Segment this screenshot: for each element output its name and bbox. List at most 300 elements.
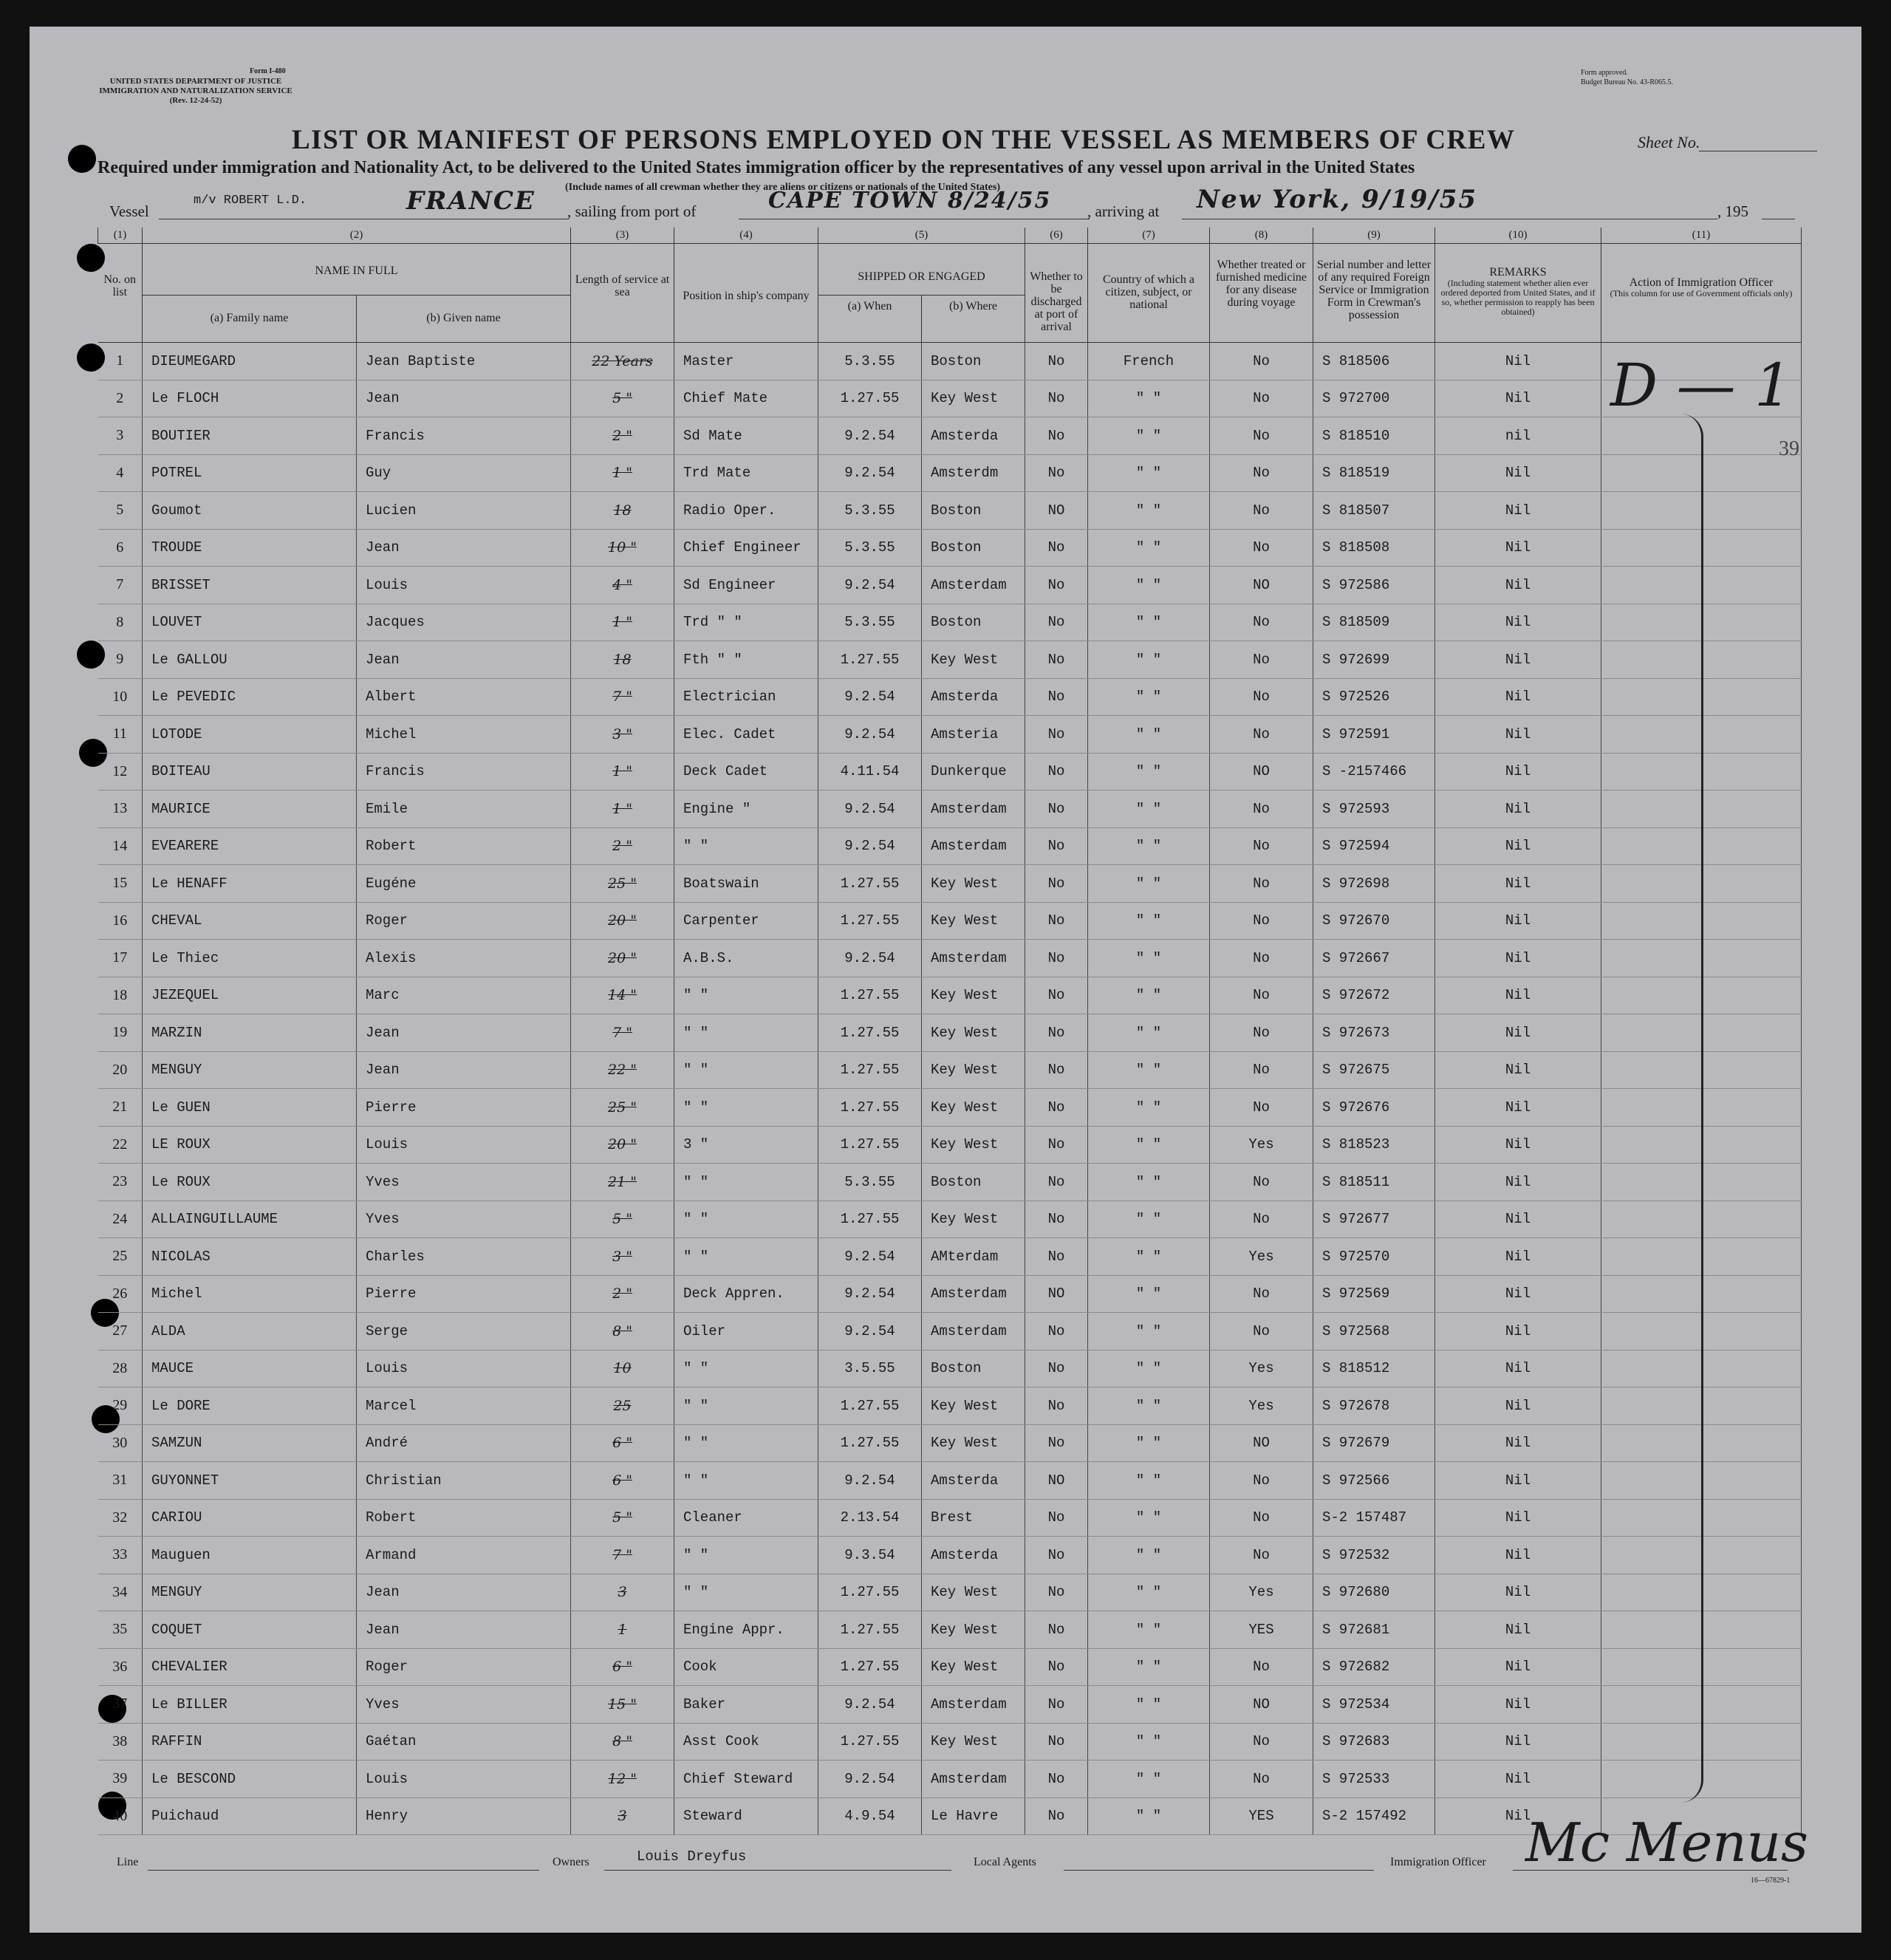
page-title: LIST OR MANIFEST OF PERSONS EMPLOYED ON THE VESSEL AS MEMBERS OF CREW [292, 125, 1516, 155]
given-name-cell: Armand [357, 1537, 571, 1574]
remarks-cell: nil [1435, 417, 1601, 455]
shipped-when-cell: 1.27.55 [818, 1611, 922, 1649]
remarks-cell: Nil [1435, 1238, 1601, 1276]
remarks-cell: Nil [1435, 604, 1601, 641]
discharged-cell: No [1025, 1648, 1088, 1686]
form-number: Form I-480 [250, 67, 286, 75]
country-cell: " " [1088, 604, 1210, 641]
row-number-cell: 30 [98, 1424, 143, 1462]
given-name-cell: Yves [357, 1164, 571, 1201]
family-name-cell: Le FLOCH [143, 380, 357, 417]
discharged-cell: No [1025, 343, 1088, 380]
length-of-service-cell: 4 " [571, 567, 674, 604]
shipped-when-cell: 1.27.55 [818, 1424, 922, 1462]
medicine-cell: No [1210, 343, 1313, 380]
serial-number-cell: S 972569 [1313, 1275, 1435, 1313]
medicine-cell: No [1210, 1462, 1313, 1500]
given-name-cell: Guy [357, 454, 571, 492]
footer-agents-label: Local Agents [974, 1856, 1036, 1868]
shipped-when-cell: 9.2.54 [818, 678, 922, 716]
header-no-on-list: No. on list [98, 244, 143, 343]
discharged-cell: NO [1025, 492, 1088, 530]
shipped-where-cell: Amsterda [922, 678, 1025, 716]
remarks-cell: Nil [1435, 902, 1601, 940]
position-cell: Electrician [674, 678, 818, 716]
shipped-where-cell: Amsterdam [922, 827, 1025, 865]
family-name-cell: COQUET [143, 1611, 357, 1649]
action-mark: D — 1 [1610, 351, 1792, 420]
row-number-cell: 34 [98, 1574, 143, 1611]
country-cell: " " [1088, 380, 1210, 417]
row-number-cell: 35 [98, 1611, 143, 1649]
row-number-cell: 14 [98, 827, 143, 865]
given-name-cell: Lucien [357, 492, 571, 530]
country-cell: " " [1088, 1350, 1210, 1387]
serial-number-cell: S 972698 [1313, 865, 1435, 903]
row-number-cell: 13 [98, 791, 143, 828]
medicine-cell: No [1210, 902, 1313, 940]
table-row [98, 529, 1802, 567]
position-cell: Chief Mate [674, 380, 818, 417]
given-name-cell: André [357, 1424, 571, 1462]
owners-field [604, 1870, 951, 1871]
serial-number-cell: S 972534 [1313, 1686, 1435, 1724]
family-name-cell: Goumot [143, 492, 357, 530]
row-number-cell: 33 [98, 1537, 143, 1574]
discharged-cell: No [1025, 1537, 1088, 1574]
action-title: Action of Immigration Officer [1629, 276, 1774, 289]
page-instruction: (Include names of all crewman whether they are aliens or citizens or nationals of the United States) [565, 182, 1000, 193]
discharged-cell: No [1025, 1201, 1088, 1238]
row-number-cell: 18 [98, 977, 143, 1014]
row-number-cell: 37 [98, 1686, 143, 1724]
serial-number-cell: S 818509 [1313, 604, 1435, 641]
discharged-cell: No [1025, 1350, 1088, 1387]
remarks-cell: Nil [1435, 1275, 1601, 1313]
header-family-name: (a) Family name [143, 296, 357, 343]
given-name-cell: Eugéne [357, 865, 571, 903]
row-number-cell: 26 [98, 1275, 143, 1313]
position-cell: Boatswain [674, 865, 818, 903]
position-cell: " " [674, 1462, 818, 1500]
shipped-when-cell: 9.2.54 [818, 567, 922, 604]
country-cell: " " [1088, 492, 1210, 530]
medicine-cell: No [1210, 827, 1313, 865]
family-name-cell: TROUDE [143, 529, 357, 567]
table-row [98, 1723, 1802, 1761]
given-name-cell: Pierre [357, 1089, 571, 1127]
given-name-cell: Francis [357, 417, 571, 455]
discharged-cell: No [1025, 1126, 1088, 1164]
discharged-cell: No [1025, 1164, 1088, 1201]
shipped-where-cell: Amsterda [922, 417, 1025, 455]
shipped-where-cell: Amsteria [922, 716, 1025, 754]
position-cell: Sd Engineer [674, 567, 818, 604]
length-of-service-cell: 8 " [571, 1723, 674, 1761]
action-note: (This column for use of Government officials only) [1610, 288, 1793, 298]
table-row [98, 1424, 1802, 1462]
approval-line: Form approved. [1581, 69, 1628, 77]
table-row [98, 492, 1802, 530]
family-name-cell: Le Thiec [143, 940, 357, 977]
row-number-cell: 20 [98, 1051, 143, 1089]
medicine-cell: No [1210, 1051, 1313, 1089]
header-length-of-service: Length of service at sea [571, 244, 674, 343]
serial-number-cell: S 972675 [1313, 1051, 1435, 1089]
serial-number-cell: S 972678 [1313, 1387, 1435, 1425]
table-row [98, 417, 1802, 455]
given-name-cell: Yves [357, 1686, 571, 1724]
country-cell: " " [1088, 454, 1210, 492]
row-number-cell: 31 [98, 1462, 143, 1500]
medicine-cell: No [1210, 604, 1313, 641]
country-cell: " " [1088, 827, 1210, 865]
column-number: (4) [674, 228, 818, 244]
table-row [98, 1761, 1802, 1798]
given-name-cell: Jean [357, 529, 571, 567]
family-name-cell: SAMZUN [143, 1424, 357, 1462]
shipped-when-cell: 1.27.55 [818, 1648, 922, 1686]
shipped-where-cell: Boston [922, 343, 1025, 380]
medicine-cell: Yes [1210, 1387, 1313, 1425]
length-of-service-cell: 1 [571, 1611, 674, 1649]
shipped-where-cell: Boston [922, 492, 1025, 530]
given-name-cell: Roger [357, 1648, 571, 1686]
row-number-cell: 27 [98, 1313, 143, 1351]
given-name-cell: Roger [357, 902, 571, 940]
length-of-service-cell: 12 " [571, 1761, 674, 1798]
family-name-cell: Puichaud [143, 1797, 357, 1835]
remarks-note: (Including statement whether alien ever ordered deported from United States, and if so, whether permission to reapply has been obtained) [1440, 278, 1596, 317]
position-cell: A.B.S. [674, 940, 818, 977]
length-of-service-cell: 22 " [571, 1051, 674, 1089]
line-field [148, 1870, 539, 1871]
row-number-cell: 5 [98, 492, 143, 530]
given-name-cell: Emile [357, 791, 571, 828]
table-row [98, 641, 1802, 679]
discharged-cell: No [1025, 1611, 1088, 1649]
serial-number-cell: S 972672 [1313, 977, 1435, 1014]
length-of-service-cell: 20 " [571, 902, 674, 940]
country-cell: " " [1088, 753, 1210, 791]
header-where: (b) Where [922, 296, 1025, 343]
position-cell: " " [674, 1201, 818, 1238]
shipped-where-cell: Le Havre [922, 1797, 1025, 1835]
country-cell: " " [1088, 641, 1210, 679]
remarks-cell: Nil [1435, 827, 1601, 865]
shipped-where-cell: Key West [922, 380, 1025, 417]
shipped-where-cell: Key West [922, 1611, 1025, 1649]
remarks-cell: Nil [1435, 1051, 1601, 1089]
table-row [98, 753, 1802, 791]
table-row [98, 1313, 1802, 1351]
serial-number-cell: S 818506 [1313, 343, 1435, 380]
country-cell: " " [1088, 865, 1210, 903]
given-name-cell: Jacques [357, 604, 571, 641]
country-cell: " " [1088, 1313, 1210, 1351]
header-when: (a) When [818, 296, 922, 343]
row-number-cell: 10 [98, 678, 143, 716]
column-number: (11) [1601, 228, 1802, 244]
medicine-cell: No [1210, 1164, 1313, 1201]
medicine-cell: No [1210, 1761, 1313, 1798]
position-cell: " " [674, 977, 818, 1014]
family-name-cell: CHEVAL [143, 902, 357, 940]
table-row [98, 977, 1802, 1014]
header-serial-number: Serial number and letter of any required Foreign Service or Immigration Form in Crewman's possession [1313, 244, 1435, 343]
country-cell: " " [1088, 1499, 1210, 1537]
table-row [98, 1462, 1802, 1500]
medicine-cell: Yes [1210, 1350, 1313, 1387]
serial-number-cell: S 972593 [1313, 791, 1435, 828]
row-number-cell: 29 [98, 1387, 143, 1425]
table-row [98, 1648, 1802, 1686]
discharged-cell: No [1025, 641, 1088, 679]
punch-hole [68, 145, 96, 173]
vessel-name: m/v ROBERT L.D. [194, 194, 307, 208]
discharged-cell: No [1025, 902, 1088, 940]
remarks-cell: Nil [1435, 1648, 1601, 1686]
shipped-where-cell: Boston [922, 529, 1025, 567]
shipped-where-cell: Key West [922, 1387, 1025, 1425]
table-row [98, 827, 1802, 865]
remarks-cell: Nil [1435, 1611, 1601, 1649]
medicine-cell: No [1210, 1089, 1313, 1127]
medicine-cell: No [1210, 492, 1313, 530]
country-cell: " " [1088, 567, 1210, 604]
header-given-name: (b) Given name [357, 296, 571, 343]
column-number: (10) [1435, 228, 1601, 244]
length-of-service-cell: 2 " [571, 1275, 674, 1313]
shipped-when-cell: 9.2.54 [818, 716, 922, 754]
medicine-cell: NO [1210, 1424, 1313, 1462]
serial-number-cell: S 972700 [1313, 380, 1435, 417]
length-of-service-cell: 1 " [571, 604, 674, 641]
shipped-when-cell: 9.2.54 [818, 1313, 922, 1351]
serial-number-cell: S 972586 [1313, 567, 1435, 604]
given-name-cell: Yves [357, 1201, 571, 1238]
discharged-cell: NO [1025, 1275, 1088, 1313]
remarks-cell: Nil [1435, 1350, 1601, 1387]
length-of-service-cell: 25 " [571, 1089, 674, 1127]
row-number-cell: 12 [98, 753, 143, 791]
table-row [98, 1014, 1802, 1052]
medicine-cell: No [1210, 1201, 1313, 1238]
serial-number-cell: S 972532 [1313, 1537, 1435, 1574]
position-cell: Baker [674, 1686, 818, 1724]
position-cell: " " [674, 1164, 818, 1201]
shipped-when-cell: 9.2.54 [818, 1238, 922, 1276]
family-name-cell: Le GALLOU [143, 641, 357, 679]
remarks-cell: Nil [1435, 1014, 1601, 1052]
country-cell: " " [1088, 1424, 1210, 1462]
country-cell: " " [1088, 791, 1210, 828]
shipped-when-cell: 9.2.54 [818, 1462, 922, 1500]
family-name-cell: BOUTIER [143, 417, 357, 455]
length-of-service-cell: 25 " [571, 865, 674, 903]
serial-number-cell: S 972670 [1313, 902, 1435, 940]
family-name-cell: CARIOU [143, 1499, 357, 1537]
discharged-cell: No [1025, 678, 1088, 716]
page-subtitle: Required under immigration and Nationality Act, to be delivered to the United States immigration officer by the representatives of any vessel upon arrival in the United States [98, 158, 1415, 177]
remarks-cell: Nil [1435, 1126, 1601, 1164]
shipped-where-cell: Amsterda [922, 1462, 1025, 1500]
shipped-when-cell: 9.2.54 [818, 827, 922, 865]
header-shipped-engaged: SHIPPED OR ENGAGED [818, 244, 1025, 296]
row-number-cell: 15 [98, 865, 143, 903]
country-cell: " " [1088, 1387, 1210, 1425]
shipped-where-cell: Amsterdm [922, 454, 1025, 492]
shipped-when-cell: 3.5.55 [818, 1350, 922, 1387]
remarks-cell: Nil [1435, 641, 1601, 679]
remarks-cell: Nil [1435, 678, 1601, 716]
column-number: (9) [1313, 228, 1435, 244]
length-of-service-cell: 18 [571, 641, 674, 679]
length-of-service-cell: 3 " [571, 716, 674, 754]
country-cell: " " [1088, 1014, 1210, 1052]
table-row [98, 1350, 1802, 1387]
shipped-when-cell: 1.27.55 [818, 977, 922, 1014]
medicine-cell: YES [1210, 1797, 1313, 1835]
row-number-cell: 11 [98, 716, 143, 754]
length-of-service-cell: 5 " [571, 1201, 674, 1238]
remarks-cell: Nil [1435, 1089, 1601, 1127]
given-name-cell: Louis [357, 1761, 571, 1798]
country-cell: " " [1088, 940, 1210, 977]
medicine-cell: YES [1210, 1611, 1313, 1649]
position-cell: Master [674, 343, 818, 380]
remarks-cell: Nil [1435, 492, 1601, 530]
given-name-cell: Christian [357, 1462, 571, 1500]
medicine-cell: No [1210, 1313, 1313, 1351]
country-cell: " " [1088, 1089, 1210, 1127]
action-bracket [1680, 414, 1703, 1803]
column-number: (1) [98, 228, 143, 244]
discharged-cell: No [1025, 1686, 1088, 1724]
remarks-cell: Nil [1435, 1686, 1601, 1724]
department-name: UNITED STATES DEPARTMENT OF JUSTICE [109, 77, 282, 86]
margin-number: 39 [1779, 437, 1799, 460]
row-number-cell: 36 [98, 1648, 143, 1686]
year-label: , 195 [1717, 202, 1748, 220]
length-of-service-cell: 5 " [571, 1499, 674, 1537]
shipped-where-cell: Key West [922, 865, 1025, 903]
shipped-where-cell: Key West [922, 1424, 1025, 1462]
remarks-cell: Nil [1435, 343, 1601, 380]
header-remarks [1435, 244, 1601, 343]
shipped-when-cell: 9.2.54 [818, 417, 922, 455]
remarks-cell: Nil [1435, 1499, 1601, 1537]
serial-number-cell: S -2157466 [1313, 753, 1435, 791]
arrival-port-date: New York, 9/19/55 [1197, 185, 1478, 214]
country-cell: " " [1088, 1611, 1210, 1649]
form-identifier [74, 68, 318, 106]
family-name-cell: Le DORE [143, 1387, 357, 1425]
discharged-cell: No [1025, 865, 1088, 903]
shipped-when-cell: 4.11.54 [818, 753, 922, 791]
position-cell: " " [674, 1014, 818, 1052]
medicine-cell: No [1210, 940, 1313, 977]
discharged-cell: No [1025, 753, 1088, 791]
shipped-where-cell: Dunkerque [922, 753, 1025, 791]
table-row [98, 791, 1802, 828]
header-position: Position in ship's company [674, 244, 818, 343]
column-number: (5) [818, 228, 1025, 244]
table-row [98, 1201, 1802, 1238]
shipped-when-cell: 9.2.54 [818, 791, 922, 828]
given-name-cell: Charles [357, 1238, 571, 1276]
given-name-cell: Michel [357, 716, 571, 754]
position-cell: Oiler [674, 1313, 818, 1351]
discharged-cell: No [1025, 791, 1088, 828]
length-of-service-cell: 7 " [571, 1014, 674, 1052]
family-name-cell: JEZEQUEL [143, 977, 357, 1014]
country-cell: French [1088, 343, 1210, 380]
shipped-when-cell: 5.3.55 [818, 529, 922, 567]
table-row [98, 1387, 1802, 1425]
shipped-when-cell: 9.2.54 [818, 1761, 922, 1798]
medicine-cell: Yes [1210, 1574, 1313, 1611]
family-name-cell: RAFFIN [143, 1723, 357, 1761]
medicine-cell: No [1210, 1499, 1313, 1537]
row-number-cell: 21 [98, 1089, 143, 1127]
shipped-where-cell: Key West [922, 1201, 1025, 1238]
length-of-service-cell: 18 [571, 492, 674, 530]
remarks-cell: Nil [1435, 1761, 1601, 1798]
row-number-cell: 17 [98, 940, 143, 977]
table-row [98, 1238, 1802, 1276]
table-row [98, 1164, 1802, 1201]
sailing-label: , sailing from port of [567, 202, 697, 220]
shipped-when-cell: 2.13.54 [818, 1499, 922, 1537]
shipped-where-cell: Amsterdam [922, 1761, 1025, 1798]
serial-number-cell: S 972533 [1313, 1761, 1435, 1798]
length-of-service-cell: 6 " [571, 1424, 674, 1462]
form-revision: (Rev. 12-24-52) [169, 96, 222, 105]
family-name-cell: GUYONNET [143, 1462, 357, 1500]
serial-number-cell: S 818523 [1313, 1126, 1435, 1164]
shipped-where-cell: Amsterdam [922, 1686, 1025, 1724]
medicine-cell: No [1210, 1537, 1313, 1574]
position-cell: Cleaner [674, 1499, 818, 1537]
family-name-cell: Michel [143, 1275, 357, 1313]
discharged-cell: No [1025, 1387, 1088, 1425]
given-name-cell: Jean Baptiste [357, 343, 571, 380]
row-number-cell: 38 [98, 1723, 143, 1761]
table-row [98, 1051, 1802, 1089]
shipped-when-cell: 5.3.55 [818, 1164, 922, 1201]
shipped-when-cell: 1.27.55 [818, 865, 922, 903]
row-number-cell: 25 [98, 1238, 143, 1276]
country-cell: " " [1088, 1648, 1210, 1686]
row-number-cell: 8 [98, 604, 143, 641]
discharged-cell: No [1025, 1499, 1088, 1537]
length-of-service-cell: 1 " [571, 753, 674, 791]
discharged-cell: No [1025, 1089, 1088, 1127]
serial-number-cell: S 972568 [1313, 1313, 1435, 1351]
remarks-cell: Nil [1435, 1387, 1601, 1425]
row-number-cell: 22 [98, 1126, 143, 1164]
medicine-cell: No [1210, 1275, 1313, 1313]
shipped-when-cell: 1.27.55 [818, 1089, 922, 1127]
crew-rows [98, 343, 1802, 1835]
discharged-cell: No [1025, 417, 1088, 455]
length-of-service-cell: 22 Years [571, 343, 674, 380]
table-row [98, 1686, 1802, 1724]
discharged-cell: No [1025, 1014, 1088, 1052]
shipped-when-cell: 5.3.55 [818, 343, 922, 380]
medicine-cell: NO [1210, 1686, 1313, 1724]
